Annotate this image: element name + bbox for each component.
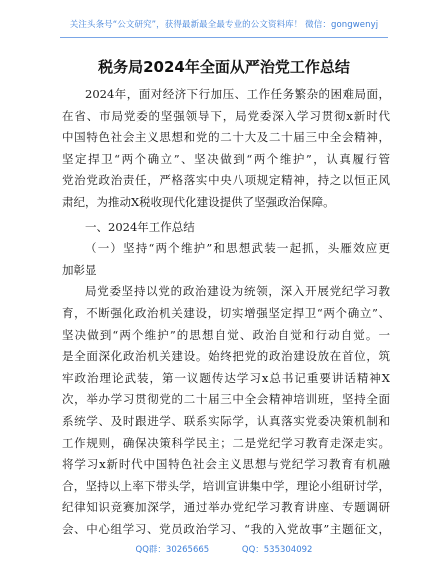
text-line: （一）坚持“两个维护”和思想武装一起抓，头雁效应更 [85,241,390,256]
promo-banner: 关注头条号“公文研究”，获得最新最全最专业的公文资料库！ 微信：gongwenyj [69,20,379,30]
text-line: 在省、市局党委的坚强领导下，局党委深入学习贯彻x新时代 [62,108,390,123]
text-line: 系统学、及时跟进学、联系实际学，认真落实党委决策机制和 [62,413,390,428]
text-line: 纪律知识竞赛加深学，通过举办党纪学习教育讲座、专题调研 [62,500,390,515]
text-line: 合，坚持以上率下带头学，培训宣讲集中学，理论小组研讨学， [62,478,390,493]
footer-contact [0,543,448,555]
text-line: 一、2024年工作总结 [85,219,195,234]
body-paragraph [62,281,390,540]
text-line: 坚定捍卫“两个确立”、坚决做到“两个维护”，认真履行管 [62,151,390,166]
qq-text: QQ：535304092 [241,545,313,555]
text-line: 肃纪，为推动X税收现代化建设提供了坚强政治保障。 [62,194,335,209]
section-heading [62,217,390,239]
document-body [62,84,390,540]
text-line: 是全面深化政治机关建设。始终把党的政治建设放在首位，筑 [62,349,390,364]
text-line: 2024年，面对经济下行加压、工作任务繁杂的困难局面， [85,87,390,101]
text-line: 工作规则，确保决策科学民主；二是党纪学习教育走深走实。 [62,435,390,450]
text-line: 局党委坚持以党的政治建设为统领，深入开展党纪学习教 [85,284,390,299]
qq-group-text: QQ群：30265665 [135,545,210,555]
text-line: 加彰显 [62,262,97,277]
text-line: 次，举办学习贯彻党的二十届三中全会精神培训班，坚持全面 [62,392,390,407]
text-line: 中国特色社会主义思想和党的二十大及二十届三中全会精神， [62,130,390,145]
header-divider [60,37,388,38]
subsection-heading [62,238,390,281]
text-line: 党治党政治责任，严格落实中央八项规定精神，持之以恒正风 [62,173,390,188]
text-line: 牢政治理论武装，第一议题传达学习x总书记重要讲话精神X [62,370,390,385]
text-line: 坚决做到“两个维护”的思想自觉、政治自觉和行动自觉。一 [62,327,390,342]
intro-paragraph [62,84,390,214]
document-title: 税务局2024年全面从严治党工作总结 [98,58,350,76]
text-line: 将学习x新时代中国特色社会主义思想与党纪学习教育有机融 [62,457,390,472]
text-line: 会、中心组学习、党员政治学习、“我的入党故事”主题征文， [62,521,390,536]
text-line: 育，不断强化政治机关建设，切实增强坚定捍卫“两个确立”、 [62,305,390,320]
